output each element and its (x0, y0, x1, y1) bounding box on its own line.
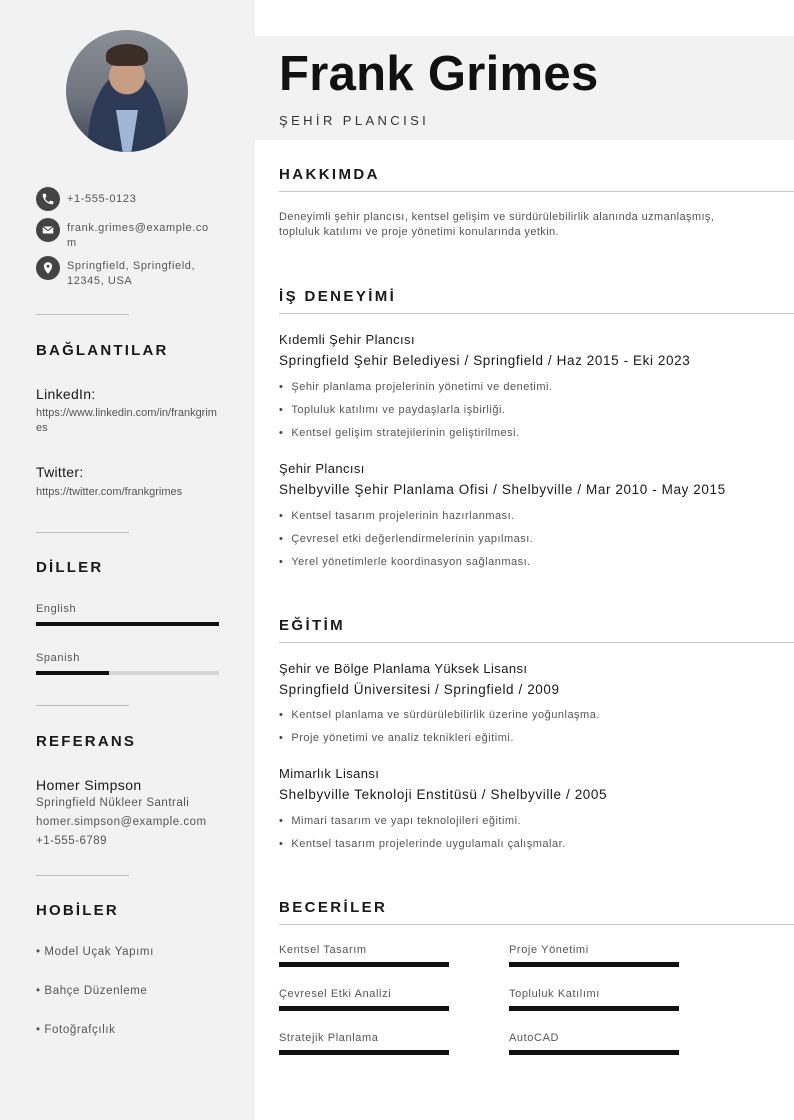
avatar-hair (106, 44, 148, 66)
skill-label: Proje Yönetimi (509, 944, 589, 956)
sidebar (0, 0, 255, 1120)
sidebar-divider (36, 875, 129, 876)
section-rule (279, 191, 794, 192)
language-bar-spanish (36, 671, 219, 675)
skill-bar-fill (509, 1050, 679, 1055)
job-bullet: • Kentsel tasarım projelerinin hazırlanması. (279, 510, 515, 522)
hobby-label: Fotoğrafçılık (44, 1024, 116, 1036)
skill-bar-fill (279, 1006, 449, 1011)
hobbies-heading: HOBİLER (36, 902, 119, 919)
section-rule (279, 642, 794, 643)
skill-label: Topluluk Katılımı (509, 988, 600, 1000)
education-heading: EĞİTİM (279, 617, 346, 634)
hobby-item: • Model Uçak Yapımı (36, 946, 154, 958)
education-bullet: • Kentsel tasarım projelerinde uygulamalı çalışmalar. (279, 838, 566, 850)
job-title: Kıdemli Şehir Plancısı (279, 332, 415, 347)
links-heading: BAĞLANTILAR (36, 342, 169, 359)
location-pin-icon (36, 256, 60, 280)
skill-bar-fill (279, 1050, 449, 1055)
about-text: Deneyimli şehir plancısı, kentsel gelişim ve sürdürülebilirlik alanında uzmanlaşmış, topluluk katılımı ve proje yönetimi konularında yetkin. (279, 211, 715, 238)
contact-email: frank.grimes@example.com (67, 222, 209, 249)
hobby-label: Model Uçak Yapımı (44, 946, 154, 958)
education-bullet: • Proje yönetimi ve analiz teknikleri eğitimi. (279, 732, 514, 744)
education-bullet: • Mimari tasarım ve yapı teknolojileri eğitimi. (279, 815, 521, 827)
school-line: Shelbyville Teknoloji Enstitüsü / Shelbyville / 2005 (279, 787, 608, 802)
skill-bar-fill (509, 962, 679, 967)
skill-bar (279, 1050, 449, 1055)
contact-phone: +1-555-0123 (67, 193, 137, 205)
email-icon (36, 218, 60, 242)
job-bullet: • Şehir planlama projelerinin yönetimi ve denetimi. (279, 381, 552, 393)
section-rule (279, 313, 794, 314)
skill-bar (509, 1050, 679, 1055)
school-line: Springfield Üniversitesi / Springfield / 2009 (279, 682, 560, 697)
skill-label: Stratejik Planlama (279, 1032, 379, 1044)
person-role: ŞEHİR PLANCISI (279, 113, 430, 128)
about-heading: HAKKIMDA (279, 166, 380, 183)
job-bullet: • Kentsel gelişim stratejilerinin geliştirilmesi. (279, 427, 520, 439)
skills-heading: BECERİLER (279, 899, 388, 916)
twitter-link[interactable]: https://twitter.com/frankgrimes (36, 486, 183, 498)
reference-company: Springfield Nükleer Santrali (36, 797, 190, 809)
skill-bar-fill (279, 962, 449, 967)
job-bullet: • Yerel yönetimlerle koordinasyon sağlanması. (279, 556, 531, 568)
job-title: Şehir Plancısı (279, 461, 365, 476)
languages-heading: DİLLER (36, 559, 104, 576)
twitter-label: Twitter: (36, 464, 84, 480)
job-organization: Shelbyville Şehir Planlama Ofisi / Shelbyville / Mar 2010 - May 2015 (279, 482, 726, 497)
hobby-label: Bahçe Düzenleme (44, 985, 148, 997)
job-organization: Springfield Şehir Belediyesi / Springfield / Haz 2015 - Eki 2023 (279, 353, 691, 368)
hobby-item: • Bahçe Düzenleme (36, 985, 148, 997)
skill-bar (279, 1006, 449, 1011)
degree-title: Mimarlık Lisansı (279, 766, 380, 781)
skill-bar (509, 1006, 679, 1011)
skill-bar-fill (509, 1006, 679, 1011)
linkedin-label: LinkedIn: (36, 386, 96, 402)
skill-bar (279, 962, 449, 967)
education-bullet: • Kentsel planlama ve sürdürülebilirlik üzerine yoğunlaşma. (279, 709, 600, 721)
section-rule (279, 924, 794, 925)
avatar-shirt (116, 110, 138, 152)
skill-label: AutoCAD (509, 1032, 560, 1044)
avatar (66, 30, 188, 152)
main-content (255, 0, 794, 1120)
skill-label: Kentsel Tasarım (279, 944, 367, 956)
language-bar-fill (36, 622, 219, 626)
phone-icon (36, 187, 60, 211)
skill-bar (509, 962, 679, 967)
contact-phone-row (36, 187, 217, 211)
experience-heading: İŞ DENEYİMİ (279, 288, 397, 305)
reference-email: homer.simpson@example.com (36, 816, 207, 828)
reference-heading: REFERANS (36, 733, 137, 750)
job-bullet: • Çevresel etki değerlendirmelerinin yapılması. (279, 533, 533, 545)
job-bullet: • Topluluk katılımı ve paydaşlarla işbirliği. (279, 404, 505, 416)
contact-address-row (36, 256, 207, 289)
reference-phone: +1-555-6789 (36, 835, 108, 847)
hobby-item: • Fotoğrafçılık (36, 1024, 116, 1036)
language-bar-english (36, 622, 219, 626)
contact-address: Springfield, Springfield, 12345, USA (67, 260, 196, 287)
degree-title: Şehir ve Bölge Planlama Yüksek Lisansı (279, 661, 528, 676)
sidebar-divider (36, 532, 129, 533)
sidebar-divider (36, 314, 129, 315)
linkedin-link[interactable]: https://www.linkedin.com/in/frankgrimes (36, 407, 217, 434)
contact-email-row (36, 218, 217, 251)
reference-name: Homer Simpson (36, 777, 142, 793)
skill-label: Çevresel Etki Analizi (279, 988, 392, 1000)
language-label-english: English (36, 603, 77, 615)
sidebar-divider (36, 705, 129, 706)
language-bar-fill (36, 671, 109, 675)
person-name: Frank Grimes (279, 47, 599, 101)
language-label-spanish: Spanish (36, 652, 80, 664)
